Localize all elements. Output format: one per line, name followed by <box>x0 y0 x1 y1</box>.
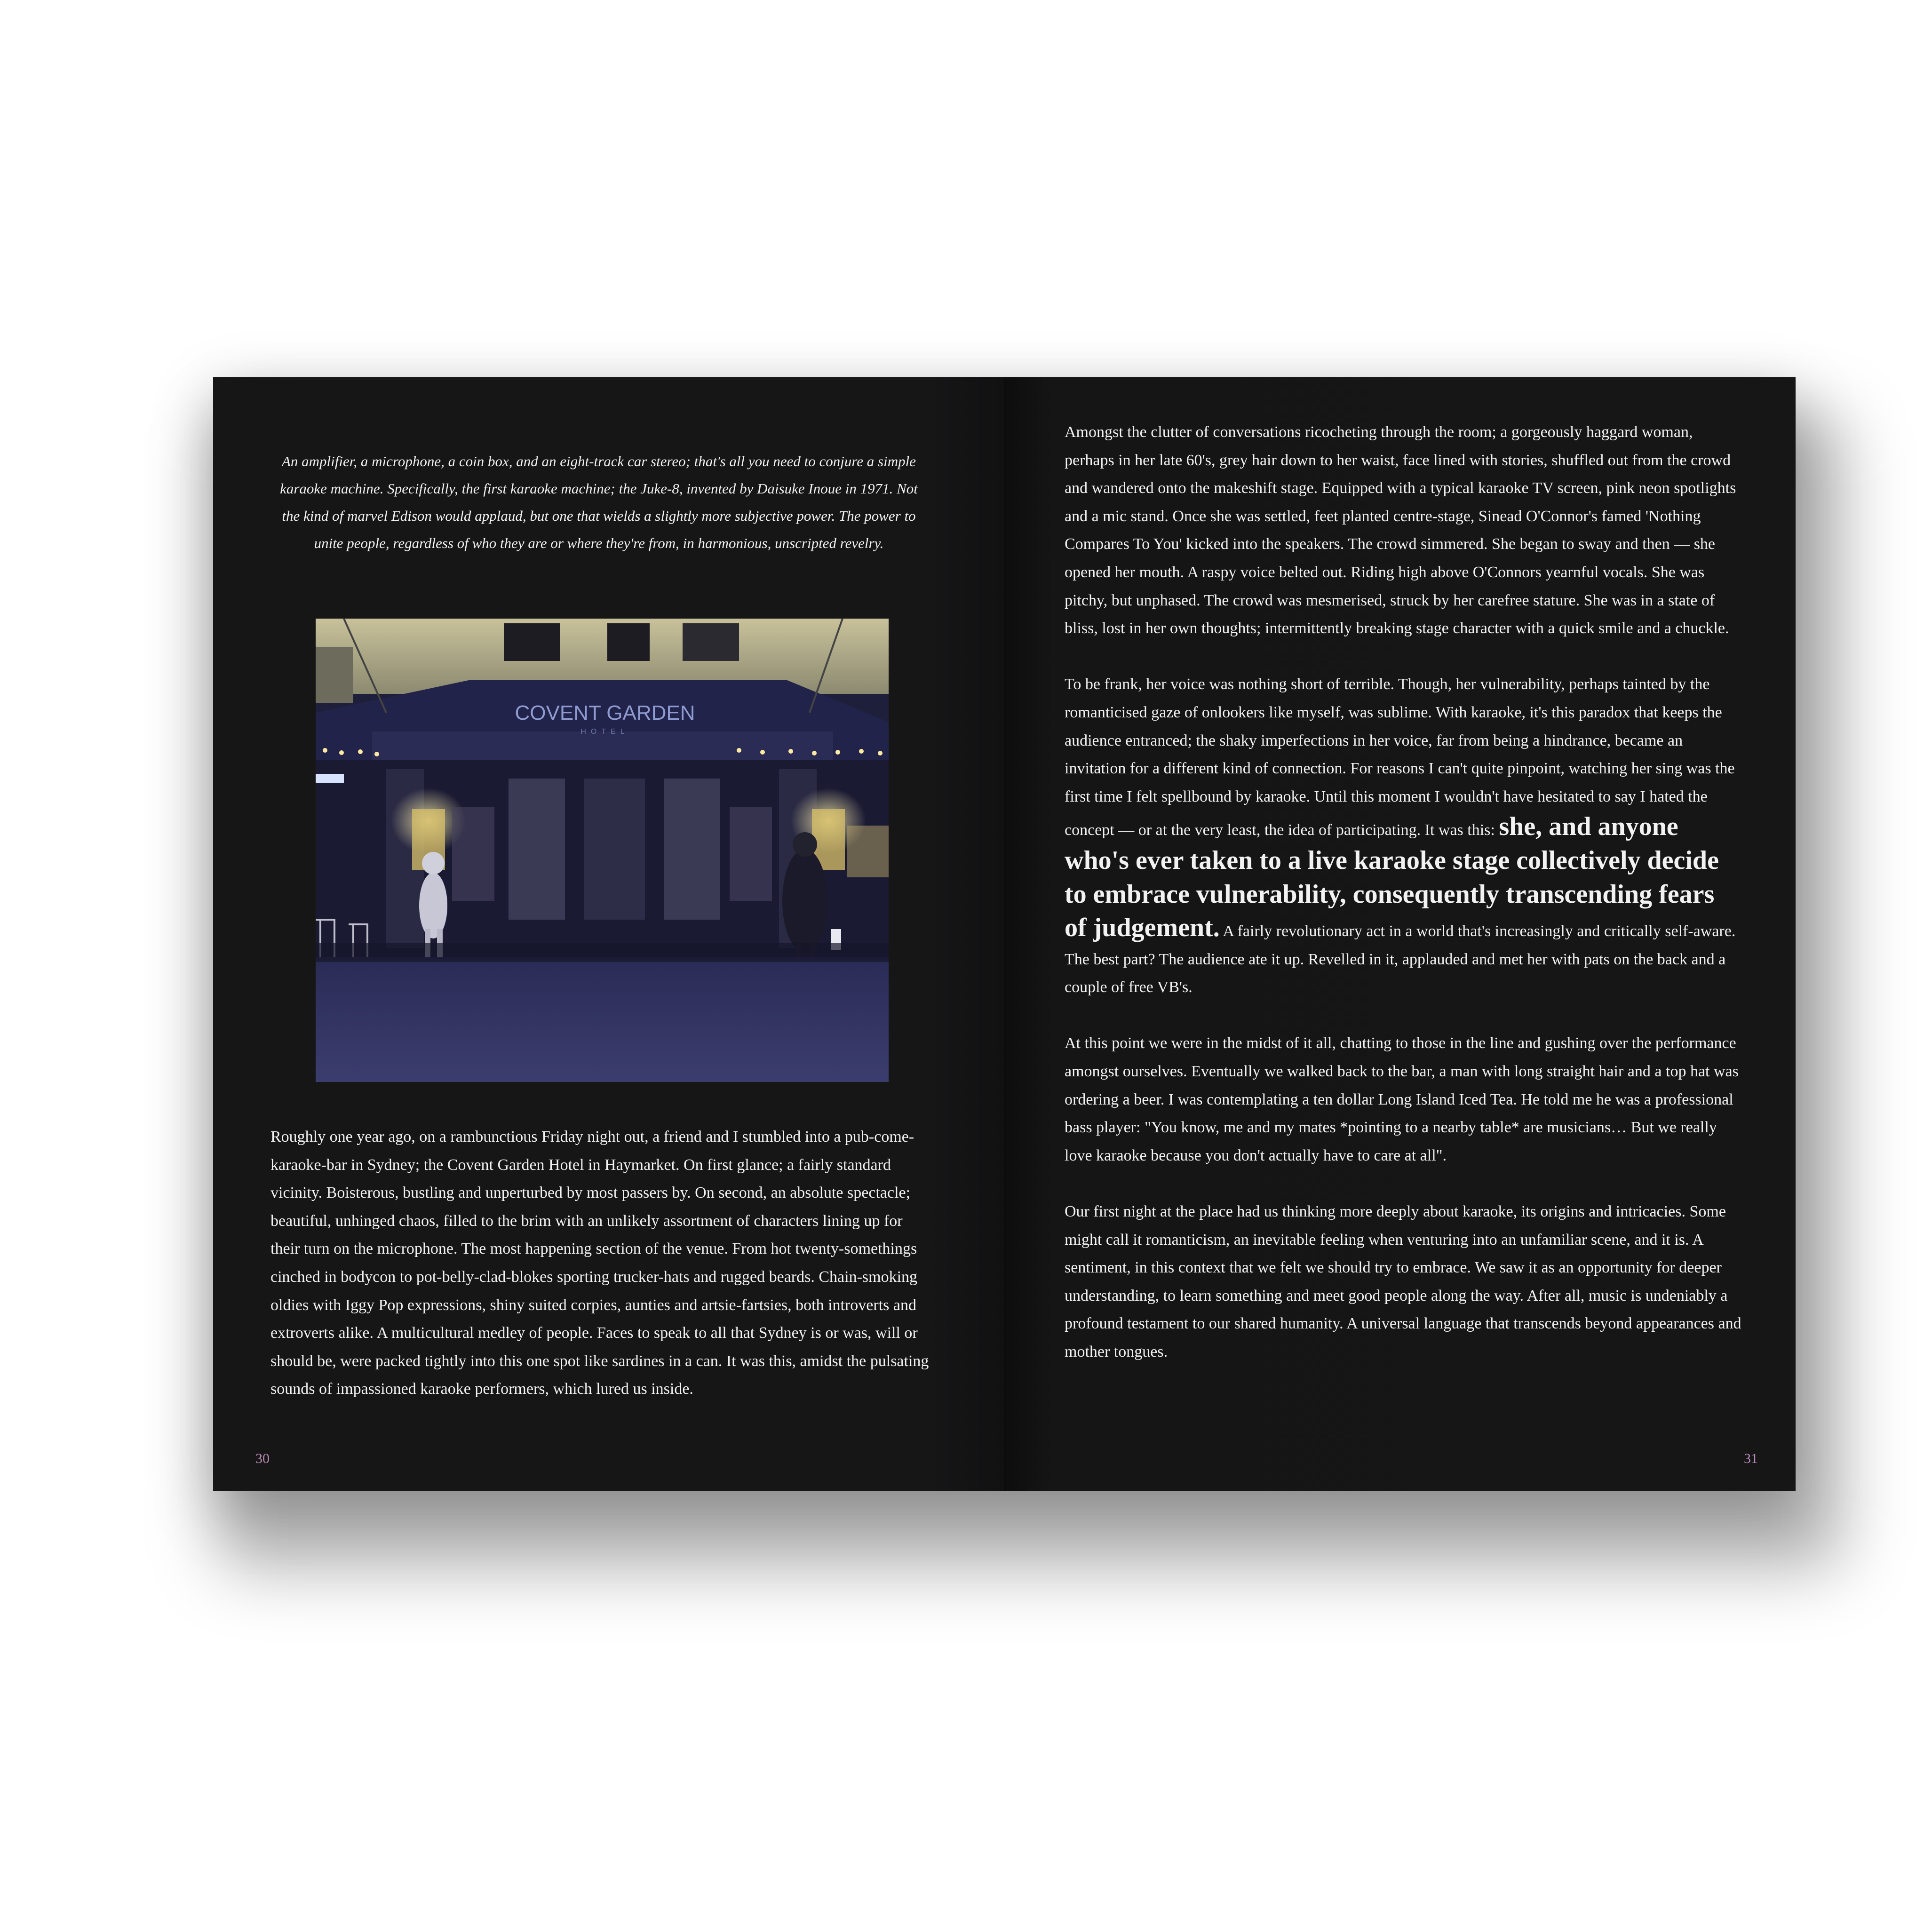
left-page <box>213 377 1004 1491</box>
body-text-right <box>1065 418 1742 1394</box>
page-number-left: 30 <box>255 1451 270 1466</box>
sign-subtext: HOTEL <box>580 728 629 736</box>
paragraph-3: At this point we were in the midst of it all, chatting to those in the line and gushing over the performance amongst ourselves. Eventually we walked back to the bar, a man with long straight hair and a top hat was ordering a beer. I was contemplating a ten dollar Long Island Iced Tea. He told me he was a professional bass player: "You know, me and my mates *pointing to a nearby table* are musicians… But we really love karaoke because you don't actually have to care at all". <box>1065 1034 1739 1164</box>
paragraph-4: Our first night at the place had us thinking more deeply about karaoke, its origins and intricacies. Some might call it romanticism, an inevitable feeling when venturing into an unfamiliar scene, and it is. A sentiment, in this context that we felt we should try to embrace. We saw it as an opportunity for deeper understanding, to learn something and meet good people along the way. After all, music is undeniably a profound testament to our shared humanity. A universal language that transcends beyond appearances and mother tongues. <box>1065 1203 1741 1360</box>
intro-quote: An amplifier, a microphone, a coin box, and an eight-track car stereo; that's all you need to conjure a simple karaoke machine. Specifically, the first karaoke machine; the Juke-8, invented by Daisuke Inoue in 1971. Not the kind of marvel Edison would applaud, but one that wields a slightly more subjective power. The power to unite people, regardless of who they are or where they're from, in harmonious, unscripted revelry. <box>280 453 918 551</box>
book-spread <box>213 377 1796 1491</box>
paragraph-2-intro: To be frank, her voice was nothing short of terrible. Though, her vulnerability, perhaps tainted by the romanticised gaze of onlookers like myself, was sublime. With karaoke, it's this paradox that keeps the audience entranced; the shaky imperfections in her voice, far from being a hindrance, became an invitation for a different kind of connection. For reasons I can't quite pinpoint, watching her sing was the first time I felt spellbound by karaoke. Until this moment I wouldn't have hesitated to say I hated the concept — or at the very least, the idea of participating. It was this: <box>1065 676 1735 839</box>
paragraph-2-outro: A fairly revolutionary act in a world that's increasingly and critically self-aware. The best part? The audience ate it up. Revelled in it, applauded and met her with pats on the back and a couple of free VB's. <box>1065 922 1736 996</box>
sign-text: COVENT GARDEN <box>515 701 695 724</box>
page-number-right: 31 <box>1744 1451 1758 1466</box>
body-text-left: Roughly one year ago, on a rambunctious Friday night out, a friend and I stumbled into a pub-come-karaoke-bar in Sydney; the Covent Garden Hotel in Haymarket. On first glance; a fairly standard vicinity. Boisterous, bustling and unperturbed by most passers by. On second, an absolute spectacle; beautiful, unhinged chaos, filled to the brim with an unlikely assortment of characters lining up for their turn on the microphone. The most happening section of the venue. From hot twenty-somethings cinched in bodycon to pot-belly-clad-blokes sporting trucker-hats and rugged beards. Chain-smoking oldies with Iggy Pop expressions, shiny suited corpies, aunties and artsie-fartsies, both introverts and extroverts alike. A multicultural medley of people. Faces to speak to all that Sydney is or was, will or should be, were packed tightly into this one spot like sardines in a can. It was this, amidst the pulsating sounds of impassioned karaoke performers, which lured us inside. <box>270 1128 929 1398</box>
pull-quote: she, and anyone who's ever taken to a live karaoke stage collectively decide to embrace vulnerability, consequently transcending fears of judgement. <box>1065 812 1719 943</box>
paragraph-2 <box>1065 670 1742 1002</box>
right-page <box>1004 377 1796 1491</box>
paragraph-1: Amongst the clutter of conversations ricocheting through the room; a gorgeously haggard woman, perhaps in her late 60's, grey hair down to her waist, face lined with stories, shuffled out from the crowd and wandered onto the makeshift stage. Equipped with a typical karaoke TV screen, pink neon spotlights and a mic stand. Once she was settled, feet planted centre-stage, Sinead O'Connor's famed 'Nothing Compares To You' kicked into the speakers. The crowd simmered. She began to sway and then — she opened her mouth. A raspy voice belted out. Riding high above O'Connors yearnful vocals. She was pitchy, but unphased. The crowd was mesmerised, struck by her carefree stature. She was in a state of bliss, lost in her own thoughts; intermittently breaking stage character with a quick smile and a chuckle. <box>1065 423 1736 637</box>
book-gutter <box>1004 377 1005 1491</box>
covent-garden-photo <box>316 619 889 1082</box>
